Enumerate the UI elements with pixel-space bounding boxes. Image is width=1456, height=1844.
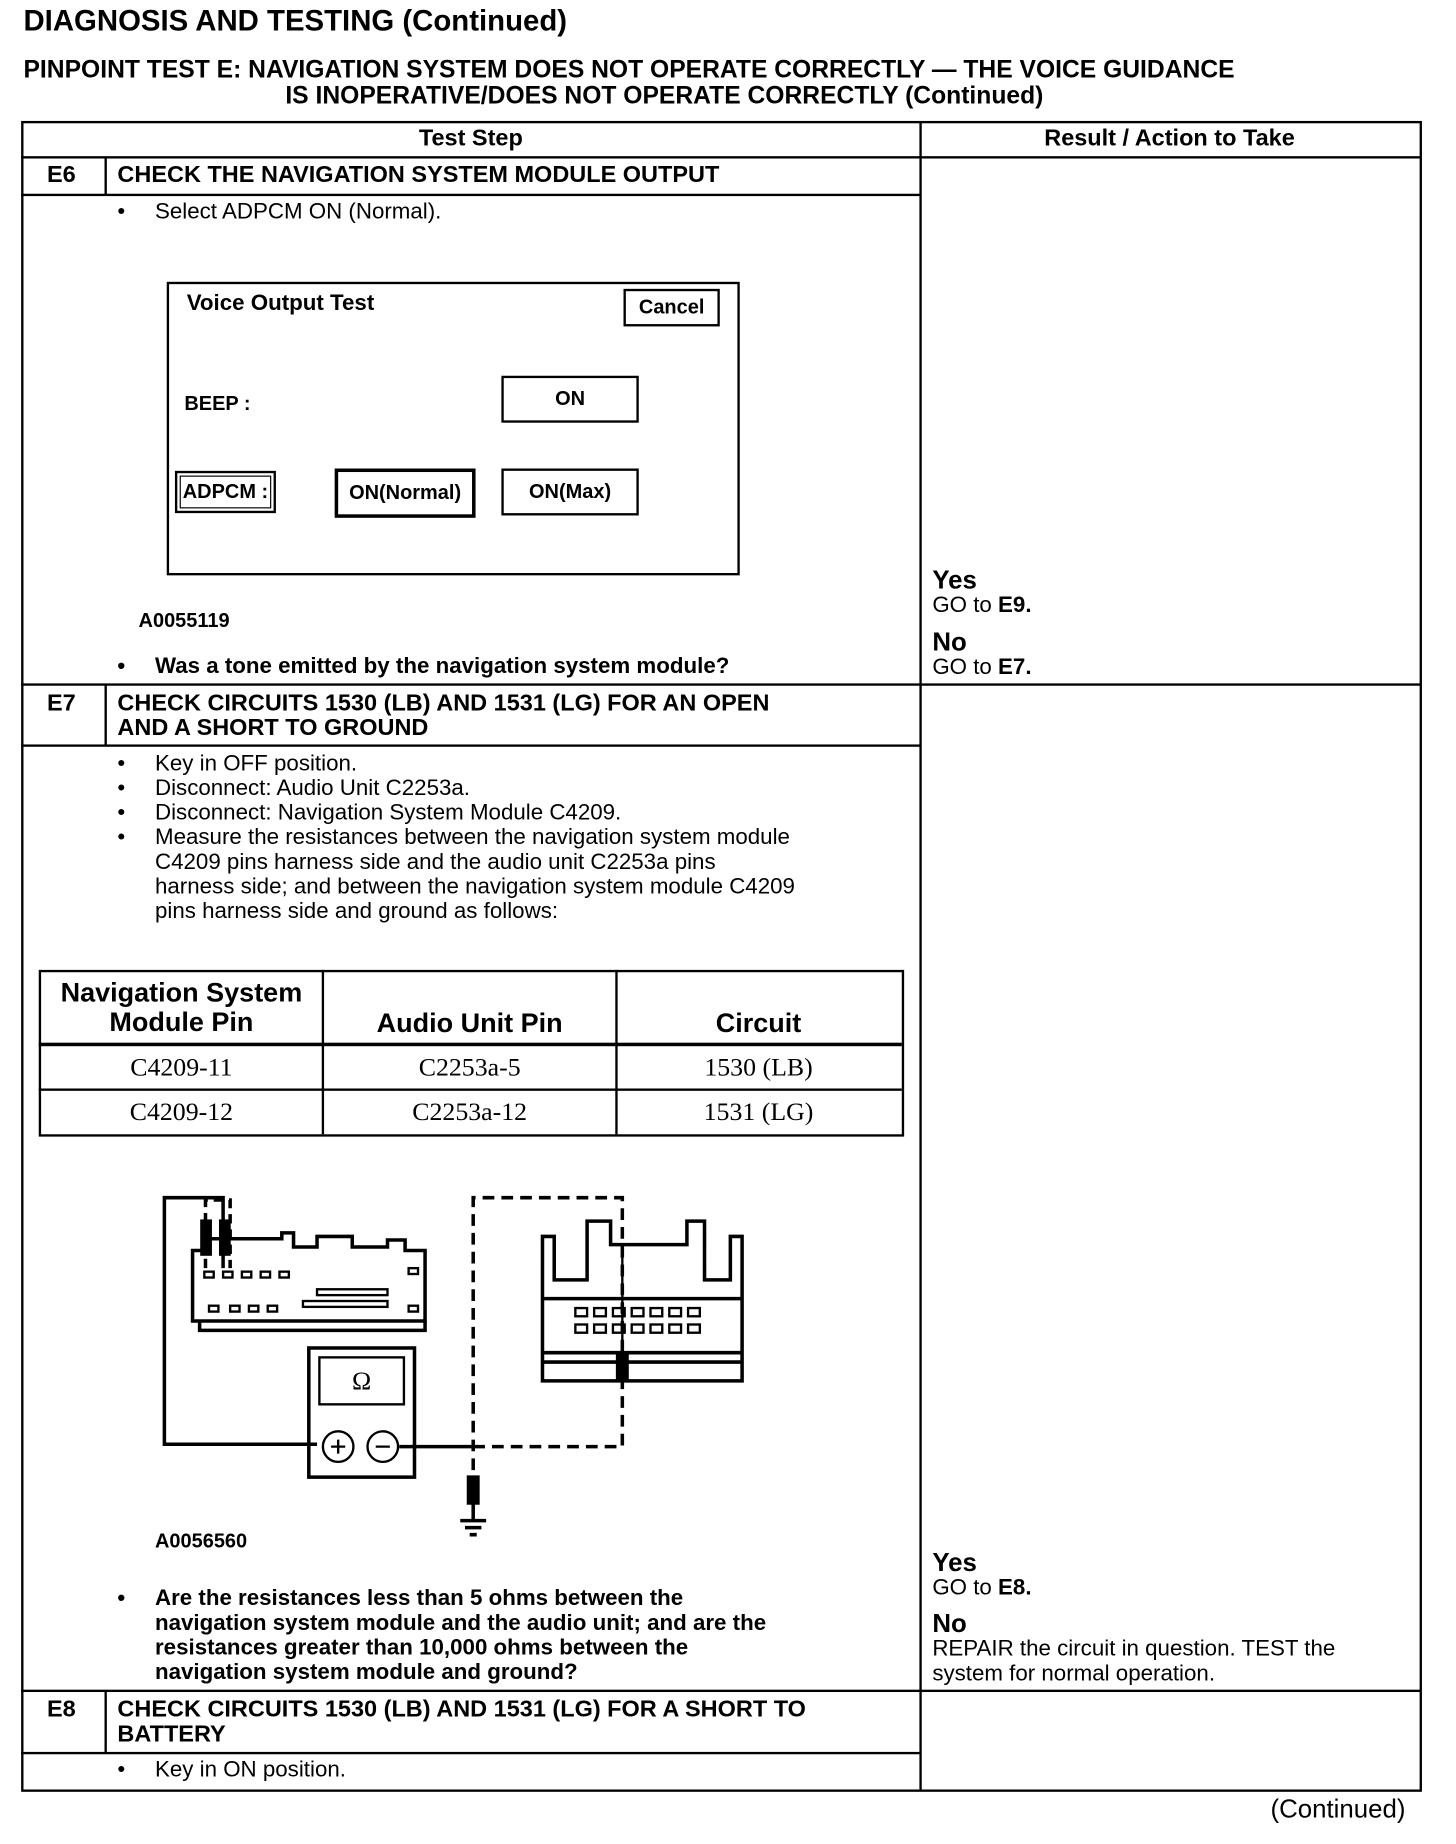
cancel-button[interactable]: Cancel <box>624 289 720 327</box>
resistance-test-diagram <box>153 1186 764 1538</box>
no-label-e7: No <box>932 1608 967 1639</box>
yes-label-e6: Yes <box>932 564 977 595</box>
pin-table-header-circuit: Circuit <box>715 1006 802 1038</box>
beep-label: BEEP : <box>184 392 251 415</box>
on-max-button[interactable]: ON(Max) <box>501 469 638 516</box>
voice-output-dialog <box>167 282 740 576</box>
header-result: Result / Action to Take <box>1044 125 1295 152</box>
audio-unit-connector <box>542 1221 742 1381</box>
no-label-e6: No <box>932 627 967 657</box>
figure-id-e7: A0056560 <box>154 1529 248 1553</box>
step-title-e7: CHECK CIRCUITS 1530 (LB) AND 1531 (LG) FOR AN OPEN AND A SHORT TO GROUND <box>117 690 770 741</box>
pin-table-cell: 1531 (LG) <box>703 1096 814 1127</box>
ohm-symbol: Ω <box>352 1366 372 1396</box>
pin-table-cell: C2253a-5 <box>418 1052 521 1082</box>
pin-table-cell: C2253a-12 <box>412 1096 528 1127</box>
pin-table-header-audio: Audio Unit Pin <box>376 1006 563 1038</box>
on-normal-button[interactable]: ON(Normal) <box>335 469 476 518</box>
header-test-step: Test Step <box>418 125 523 152</box>
step-title-e6: CHECK THE NAVIGATION SYSTEM MODULE OUTPUT <box>117 162 720 188</box>
step-id-e8: E8 <box>46 1696 76 1723</box>
pin-table-cell: C4209-12 <box>129 1096 234 1127</box>
adpcm-label: ADPCM : <box>175 471 276 513</box>
page: DIAGNOSIS AND TESTING (Continued) PINPOINT TEST E: NAVIGATION SYSTEM DOES NOT OPERATE CORRECTLY — THE VOICE GUIDANCE IS INOPERATIVE/DOES NOT OPERATE CORRECTLY (Continued) Test Step Result / Action to Take E6 CHECK THE NAVIGATION SYSTEM MODULE OUTPUT • Select ADPCM ON (Normal). Voice Output Test Cancel BEEP : ON ADPCM : ON(Normal) ON(Max) A0055119 • Was a tone emitted by the navigation system module? Yes GO to E9. No GO to E7. E7 CHECK CIRCUITS 1530 (LB) AND 1531 (LG) FOR AN OPEN AND A SHORT TO GROUND • Key in OFF position. • Disconnect: Audio Unit C2253a. • Disconnect: Navigation System Module C4209. • Measure the resistances between the navigation system module C4209 pins harness side and the audio unit C2253a pins harness side; and between the navigation system module C4209 pins harness side and ground as follows: Navigation System Module Pin Audio Unit Pin Circuit C4209-11 C2253a-5 1530 (LB) C4209-12 C2253a-12 1531 (LG) Ω A0056560 • Are the resistances less than 5 ohms between the navigation system module and the audio unit; and are the resistances greater than 10,000 ohms between the navigation system module and ground? Yes GO to E8. No REPAIR the circuit in question. TEST the system for normal operation. E8 CHECK CIRCUITS 1530 (LB) AND 1531 (LG) FOR A SHORT TO BATTERY • Key in ON position. (Continued) <box>0 0 1456 1843</box>
ohmmeter <box>309 1348 415 1477</box>
step-title-e8: CHECK CIRCUITS 1530 (LB) AND 1531 (LG) FOR A SHORT TO BATTERY <box>117 1696 806 1748</box>
yes-action-e7: GO to E8. <box>932 1575 1032 1601</box>
step-id-e6: E6 <box>46 162 76 188</box>
pin-table-cell: 1530 (LB) <box>704 1052 813 1082</box>
page-title: DIAGNOSIS AND TESTING (Continued) <box>23 4 568 38</box>
yes-action-e6: GO to E9. <box>932 592 1032 618</box>
dialog-title: Voice Output Test <box>186 291 375 316</box>
yes-label-e7: Yes <box>932 1547 977 1577</box>
test-heading-line1: PINPOINT TEST E: NAVIGATION SYSTEM DOES NOT OPERATE CORRECTLY — THE VOICE GUIDANCE <box>23 56 1235 84</box>
test-heading <box>23 58 1432 110</box>
beep-on-button[interactable]: ON <box>501 376 638 423</box>
pin-table-header-nav: Navigation System Module Pin <box>60 976 303 1037</box>
ground-icon <box>460 1503 486 1535</box>
no-action-e7: REPAIR the circuit in question. TEST the system for normal operation. <box>932 1636 1336 1687</box>
pin-table-cell: C4209-11 <box>130 1052 233 1082</box>
test-heading-line2: IS INOPERATIVE/DOES NOT OPERATE CORRECTLY (Continued) <box>285 82 1044 110</box>
no-action-e6: GO to E7. <box>932 655 1032 680</box>
step-id-e7: E7 <box>46 690 76 717</box>
continued-footer: (Continued) <box>1270 1794 1406 1824</box>
figure-id-e6: A0055119 <box>138 609 230 632</box>
